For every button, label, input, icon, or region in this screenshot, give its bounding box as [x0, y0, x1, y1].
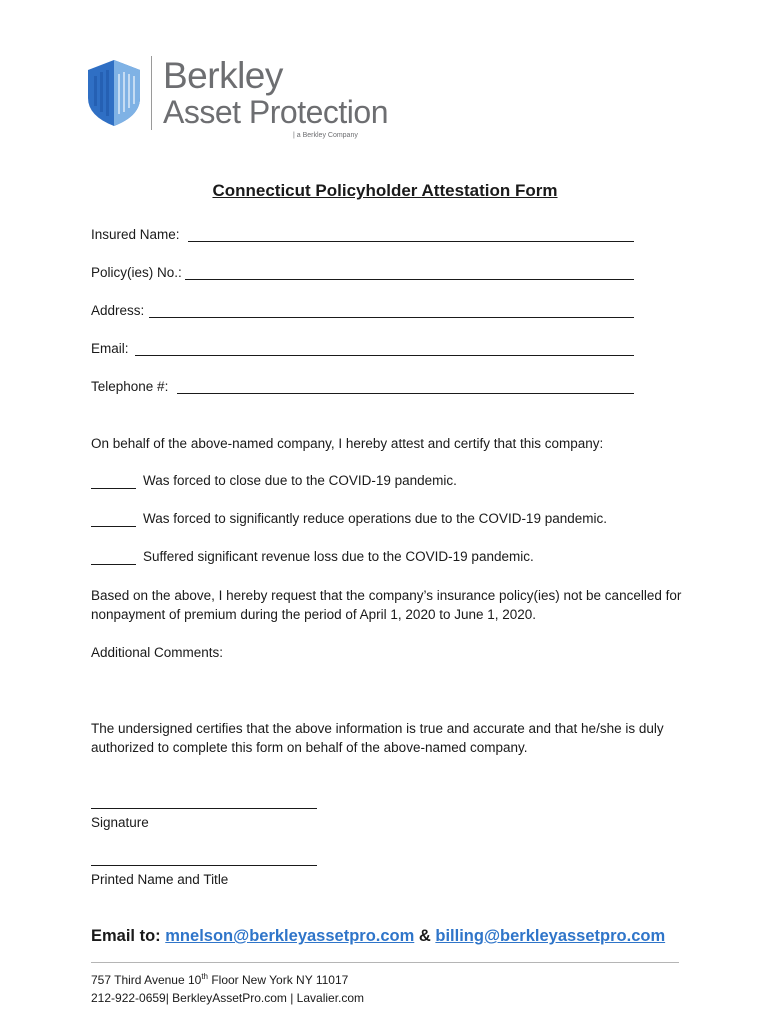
- footer-address-street: 757 Third Avenue 10: [91, 973, 202, 987]
- footer-address-city: Floor New York NY 11017: [208, 973, 349, 987]
- address-field[interactable]: [149, 317, 634, 318]
- form-title: Connecticut Policyholder Attestation Form: [212, 181, 558, 200]
- printed-name-label: Printed Name and Title: [91, 872, 229, 887]
- additional-comments-label: Additional Comments:: [91, 645, 224, 660]
- check-blank-close[interactable]: [91, 488, 136, 489]
- brand-subtitle: Asset Protection: [163, 94, 388, 130]
- email-link-billing[interactable]: billing@berkleyassetpro.com: [435, 927, 666, 945]
- email-link-mnelson[interactable]: mnelson@berkleyassetpro.com: [165, 927, 415, 945]
- insured-name-field[interactable]: [188, 241, 634, 242]
- email-label: Email:: [91, 341, 129, 356]
- certify-paragraph: The undersigned certifies that the above information is true and accurate and that he/she is duly authorized to complete this form on behalf of the above-named company.: [91, 721, 664, 755]
- logo-divider: [151, 56, 152, 130]
- check-text-reduce: Was forced to significantly reduce operations due to the COVID-19 pandemic.: [143, 511, 607, 526]
- email-joiner: &: [414, 927, 436, 945]
- signature-field[interactable]: [91, 808, 317, 809]
- check-blank-reduce[interactable]: [91, 526, 136, 527]
- address-label: Address:: [91, 303, 145, 318]
- check-text-close: Was forced to close due to the COVID-19 pandemic.: [143, 473, 457, 488]
- email-to-prefix: Email to:: [91, 927, 166, 945]
- check-blank-revenue[interactable]: [91, 564, 136, 565]
- footer-address-sup: th: [201, 972, 208, 981]
- check-text-revenue: Suffered significant revenue loss due to the COVID-19 pandemic.: [143, 549, 534, 564]
- request-paragraph: Based on the above, I hereby request that the company’s insurance policy(ies) not be cancelled for nonpayment of premium during the period of April 1, 2020 to June 1, 2020.: [91, 588, 682, 622]
- policy-number-label: Policy(ies) No.:: [91, 265, 182, 280]
- policy-number-field[interactable]: [185, 279, 634, 280]
- shield-logo-icon: [88, 60, 140, 126]
- brand-tagline: | a Berkley Company: [293, 132, 358, 139]
- brand-name: Berkley: [163, 55, 283, 96]
- email-to-line: [91, 925, 665, 947]
- signature-label: Signature: [91, 815, 149, 830]
- footer-contact: 212-922-0659| BerkleyAssetPro.com | Lavalier.com: [91, 991, 365, 1005]
- footer-address: [91, 972, 348, 988]
- attest-intro: On behalf of the above-named company, I hereby attest and certify that this company:: [91, 436, 604, 451]
- insured-name-label: Insured Name:: [91, 227, 180, 242]
- printed-name-field[interactable]: [91, 865, 317, 866]
- telephone-label: Telephone #:: [91, 379, 169, 394]
- footer-divider: [91, 962, 679, 963]
- telephone-field[interactable]: [177, 393, 634, 394]
- email-field[interactable]: [135, 355, 634, 356]
